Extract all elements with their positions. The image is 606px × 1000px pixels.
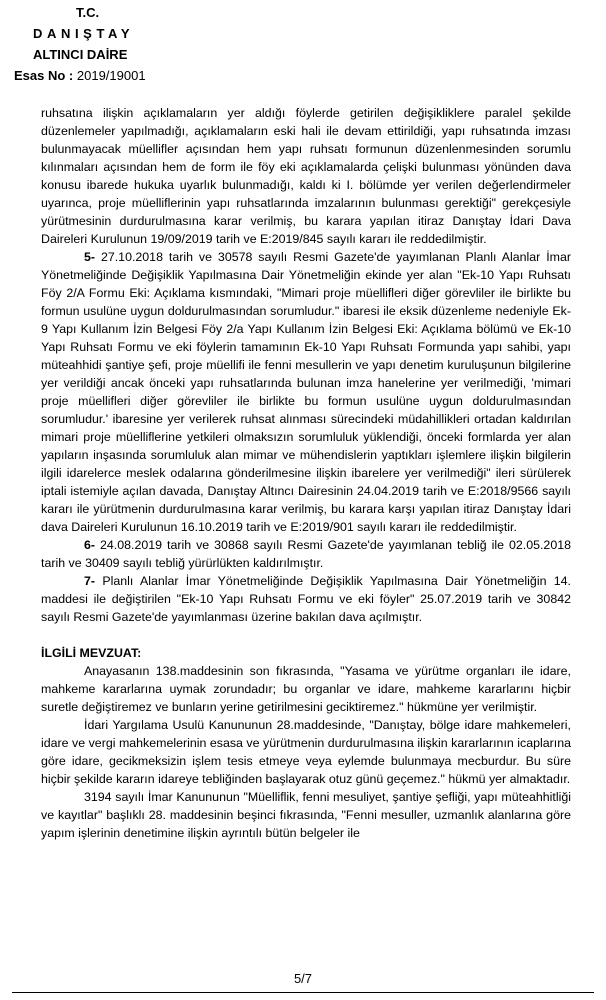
item-number: 6- [84, 538, 96, 552]
section-spacer [41, 626, 571, 644]
paragraph-item-5 [41, 248, 571, 536]
paragraph-continuation: ruhsatına ilişkin açıklamaların yer aldığı föylerde getirilen değişikliklere paralel şekilde düzenlemeler yapılmadığı, açıklamaların eski hali ile devam ettirildiği, yapı ruhsatında imzası bulunmayacak müellifler açısından hem yapı ruhsatı formunun düzenlenmesinden sorumlu kılınmaları açısından hem de form ile föy eki açıklamalarda çelişki bulunması yönünden dava konusu ibarede hukuka uyarlık bulunmadığı, kaldı ki I. bölümde yer verilen değerlendirmeler uyarınca, proje müelliflerinin yapı ruhsatlarında imzalarının bulunması gerektiği" gerekçesiyle yürütmesinin durdurulmasına karar verilmiş, bu karara yapılan itiraz Danıştay İdari Dava Daireleri Kurulunun 19/09/2019 tarih ve E:2019/845 sayılı kararı ile reddedilmiştir. [41, 106, 571, 246]
item-text: Planlı Alanlar İmar Yönetmeliğinde Değişiklik Yapılmasına Dair Yönetmeliğin 14. maddesi ile değiştirilen "Ek-10 Yapı Ruhsatı Formu ve eki föyler" 25.07.2019 tarih ve 30842 sayılı Resmi Gazete'de yayımlanması üzerine bakılan dava açılmıştır. [41, 574, 571, 624]
page-number: 5/7 [293, 971, 313, 986]
header-chamber: ALTINCI DAİRE [33, 47, 128, 62]
paragraph-item-6 [41, 536, 571, 572]
item-number: 7- [84, 574, 96, 588]
mevzuat-paragraph: İdari Yargılama Usulü Kanununun 28.maddesinde, "Danıştay, bölge idare mahkemeleri, idare ve vergi mahkemelerinin esasa ve yürütmenin durdurulmasına ilişkin kararlarının icaplarına göre idare, gecikmeksizin işlem tesis etmeye veya eylemde bulunmaya mecburdur. Bu süre hiçbir şekilde kararın idareye tebliğinden başlayarak otuz günü geçemez." hükmü yer almaktadır. [41, 718, 571, 786]
item-text: 24.08.2019 tarih ve 30868 sayılı Resmi Gazete'de yayımlanan tebliğ ile 02.05.2018 tarih ve 30409 sayılı tebliğ yürürlükten kaldırılmıştır. [41, 538, 571, 570]
section-title: İLGİLİ MEVZUAT: [41, 646, 142, 660]
header-court: DANIŞTAY [33, 26, 135, 41]
mevzuat-paragraph: 3194 sayılı İmar Kanununun "Müelliflik, fenni mesuliyet, şantiye şefliği, yapı müteahhitliği ve kayıtlar" başlıklı 28. maddesinin beşinci fıkrasında, "Fenni mesuller, uzmanlık alanlarına göre yapım işlerinin denetimine ilişkin ayrıntılı bütün belgeler ile [41, 790, 571, 840]
case-number [14, 68, 146, 84]
document-body [41, 104, 571, 842]
case-number-value: 2019/19001 [76, 68, 146, 83]
case-number-label: Esas No [14, 68, 66, 83]
footer-divider [12, 992, 594, 993]
header-country: T.C. [76, 5, 100, 20]
case-number-separator: : [65, 68, 77, 83]
item-text: 27.10.2018 tarih ve 30578 sayılı Resmi Gazete'de yayımlanan Planlı Alanlar İmar Yönetmeliğinde Değişiklik Yapılmasına Dair Yönetmeliğin ekinde yer alan "Ek-10 Yapı Ruhsatı Föy 2/A Formu Eki: Açıklama kısmındaki, "Mimari proje müellifleri diğer görevliler ile birlikte bu formun usulüne uygun doldurulmasından sorumludur." ibaresi ile eksik düzenleme nedeniyle Ek-9 Yapı Kullanım İzin Belgesi Föy 2/a Yapı Kullanım İzin Belgesi Eki: Açıklama bölümü ve Ek-10 Yapı Ruhsatı Formu ve eki föylerin tamamının Ek-10 Yapı Ruhsatı Formunda yapı sahibi, yapı müteahhidi şantiye şefi, proje müellifi ile fenni mesullerin ve yapı denetim kuruluşunun bilgilerine yer verildiği ancak önceki yapı ruhsatlarında bulunan imza hanelerine yer verilmediği, 'mimari proje müellifleri diğer görevliler ile birlikte bu formun usulüne uygun doldurulmasından sorumludur.' ibaresine yer verilerek ruhsat alınması sürecindeki müdahillikleri ortadan kaldırılan mimari proje müelliflerine yetkileri olmaksızın sorumluluk yüklendiği, önceki formlarda yer alan yapıların inşasında sorumluluk alan mimar ve mühendislerin yaptıkları işlemlere ilişkin bilgilerin ilgili idarelerce meslek odalarına gönderilmesine ilişkin ibarelere yer verilmediği" ileri sürülerek iptali istemiyle açılan davada, Danıştay Altıncı Dairesinin 24.04.2019 tarih ve E:2018/9566 sayılı kararı ile yürütmenin durdurulmasına karar verilmiş, bu karara karşı yapılan itiraz Danıştay İdari dava Daireleri Kurulunun 16.10.2019 tarih ve E:2019/901 sayılı kararı ile reddedilmiştir. [41, 250, 571, 534]
paragraph-item-7 [41, 572, 571, 626]
mevzuat-paragraph: Anayasanın 138.maddesinin son fıkrasında, "Yasama ve yürütme organları ile idare, mahkeme kararlarına uymak zorundadır; bu organlar ve idare, mahkeme kararlarını hiçbir suretle değiştiremez ve bunların yerine getirilmesini geciktiremez." hükmüne yer verilmiştir. [41, 664, 571, 714]
item-number: 5- [84, 250, 96, 264]
